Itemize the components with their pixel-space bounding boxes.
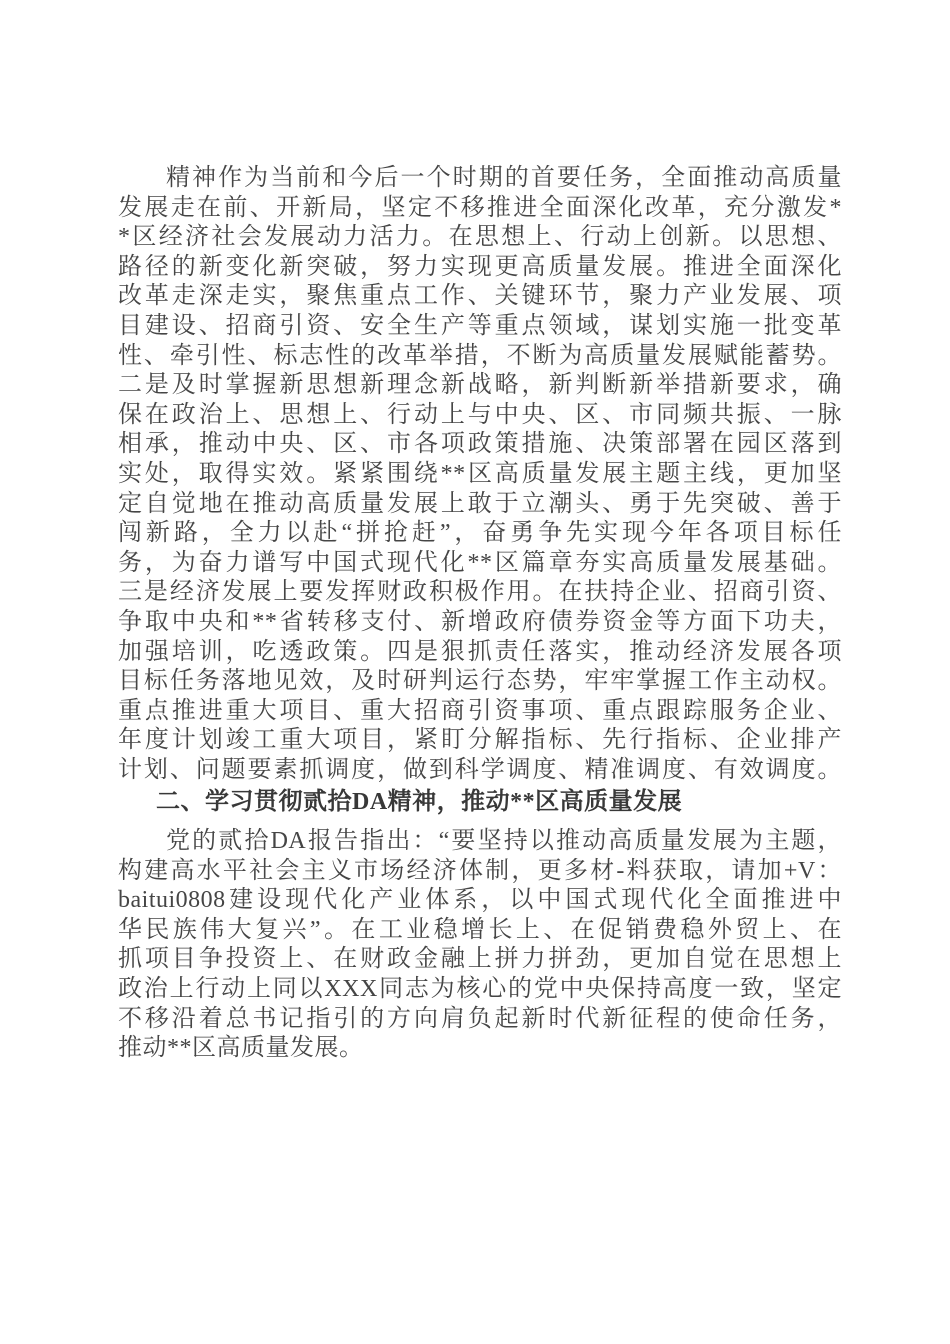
text-line: 务，为奋力谱写中国式现代化**区篇章夯实高质量发展基础。 bbox=[118, 549, 842, 576]
text-line: 路径的新变化新突破，努力实现更高质量发展。推进全面深化 bbox=[118, 253, 842, 280]
text-line: 发展走在前、开新局，坚定不移推进全面深化改革，充分激发* bbox=[118, 194, 842, 221]
text-line: 推动**区高质量发展。 bbox=[118, 1035, 364, 1062]
text-line: 定自觉地在推动高质量发展上敢于立潮头、勇于先突破、善于 bbox=[118, 490, 842, 517]
text-line: 不移沿着总书记指引的方向肩负起新时代新征程的使命任务， bbox=[118, 1005, 842, 1032]
text-line: 计划、问题要素抓调度，做到科学调度、精准调度、有效调度。 bbox=[118, 756, 842, 783]
text-line: 实处，取得实效。紧紧围绕**区高质量发展主题主线，更加坚 bbox=[118, 460, 842, 487]
text-line: 二是及时掌握新思想新理念新战略，新判断新举措新要求，确 bbox=[118, 372, 842, 399]
text-line: 抓项目争投资上、在财政金融上拼力拼劲，更加自觉在思想上 bbox=[118, 946, 842, 973]
text-line: 目建设、招商引资、安全生产等重点领域，谋划实施一批变革 bbox=[118, 312, 842, 339]
text-line: 目标任务落地见效，及时研判运行态势，牢牢掌握工作主动权。 bbox=[118, 668, 842, 695]
document-body bbox=[118, 164, 842, 1064]
text-line: 华民族伟大复兴”。在工业稳增长上、在促销费稳外贸上、在 bbox=[118, 916, 842, 943]
text-line: 构建高水平社会主义市场经济体制，更多材-料获取，请加+V： bbox=[118, 857, 842, 884]
text-line: *区经济社会发展动力活力。在思想上、行动上创新。以思想、 bbox=[118, 224, 842, 251]
paragraph-one bbox=[118, 164, 842, 785]
text-line: 闯新路，全力以赴“拼抢赶”，奋勇争先实现今年各项目标任 bbox=[118, 520, 842, 547]
text-line: 相承，推动中央、区、市各项政策措施、决策部署在园区落到 bbox=[118, 431, 842, 458]
paragraph-two bbox=[118, 827, 842, 1064]
text-line: baitui0808建设现代化产业体系，以中国式现代化全面推进中 bbox=[118, 887, 842, 914]
text-line: 年度计划竣工重大项目，紧盯分解指标、先行指标、企业排产 bbox=[118, 727, 842, 754]
text-line: 三是经济发展上要发挥财政积极作用。在扶持企业、招商引资、 bbox=[118, 579, 842, 606]
text-line: 党的贰拾DA报告指出：“要坚持以推动高质量发展为主题， bbox=[166, 828, 842, 855]
text-line: 政治上行动上同以XXX同志为核心的党中央保持高度一致，坚定 bbox=[118, 976, 842, 1003]
text-line: 争取中央和**省转移支付、新增政府债券资金等方面下功夫， bbox=[118, 608, 842, 635]
section-heading: 二、学习贯彻贰拾DA精神，推动**区高质量发展 bbox=[156, 789, 683, 816]
text-line: 精神作为当前和今后一个时期的首要任务，全面推动高质量 bbox=[166, 165, 842, 191]
text-line: 重点推进重大项目、重大招商引资事项、重点跟踪服务企业、 bbox=[118, 697, 842, 724]
text-line: 性、牵引性、标志性的改革举措，不断为高质量发展赋能蓄势。 bbox=[118, 342, 842, 369]
text-line: 保在政治上、思想上、行动上与中央、区、市同频共振、一脉 bbox=[118, 401, 842, 428]
text-line: 改革走深走实，聚焦重点工作、关键环节，聚力产业发展、项 bbox=[118, 283, 842, 310]
text-line: 加强培训，吃透政策。四是狠抓责任落实，推动经济发展各项 bbox=[118, 638, 842, 665]
